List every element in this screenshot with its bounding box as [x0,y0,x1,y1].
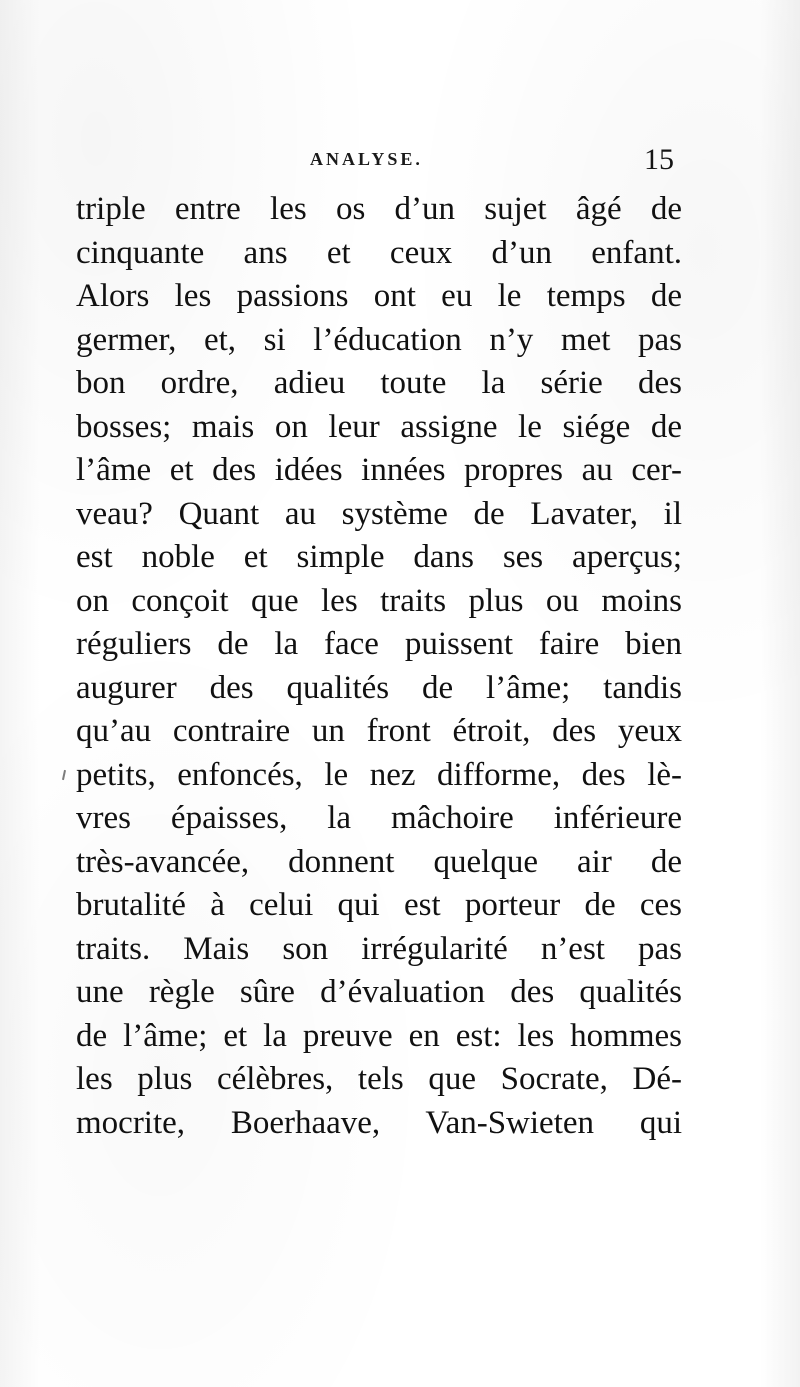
text-line-18: traits. Mais son irrégularité n’est pas [76,930,682,967]
text-line-1: triple entre les os d’un sujet âgé de [76,191,682,227]
text-line-8: veau? Quant au système de Lavater, il [76,495,682,532]
text-line-13: qu’au contraire un front étroit, des yeux [76,713,682,749]
text-line-6: bosses; mais on leur assigne le siége de [76,408,682,445]
text-line-20: de l’âme; et la preuve en est: les hommes [76,1017,682,1054]
text-line-15: vres épaisses, la mâchoire inférieure [76,800,682,836]
page-mark [62,770,66,780]
text-line-19: une règle sûre d’évaluation des qualités [76,974,682,1010]
text-line-9: est noble et simple dans ses aperçus; [76,539,682,575]
text-line-10: on conçoit que les traits plus ou moins [76,582,682,619]
text-line-3: Alors les passions ont eu le temps de [76,278,682,314]
text-line-22: mocrite, Boerhaave, Van-Swieten qui [76,1104,682,1141]
text-line-21: les plus célèbres, tels que Socrate, Dé- [76,1061,682,1097]
body-text [76,188,682,1218]
text-line-7: l’âme et des idées innées propres au cer- [76,452,682,488]
text-line-2: cinquante ans et ceux d’un enfant. [76,234,682,271]
text-line-5: bon ordre, adieu toute la série des [76,365,682,401]
text-line-4: germer, et, si l’éducation n’y met pas [76,321,682,358]
text-line-11: réguliers de la face puissent faire bien [76,626,682,662]
text-line-17: brutalité à celui qui est porteur de ces [76,887,682,923]
text-line-14: petits, enfoncés, le nez difforme, des lè- [76,756,682,793]
page-number: 15 [644,143,674,176]
running-head [76,143,680,183]
running-title: ANALYSE. [310,149,423,169]
text-line-16: très-avancée, donnent quelque air de [76,843,682,880]
text-line-12: augurer des qualités de l’âme; tandis [76,669,682,706]
